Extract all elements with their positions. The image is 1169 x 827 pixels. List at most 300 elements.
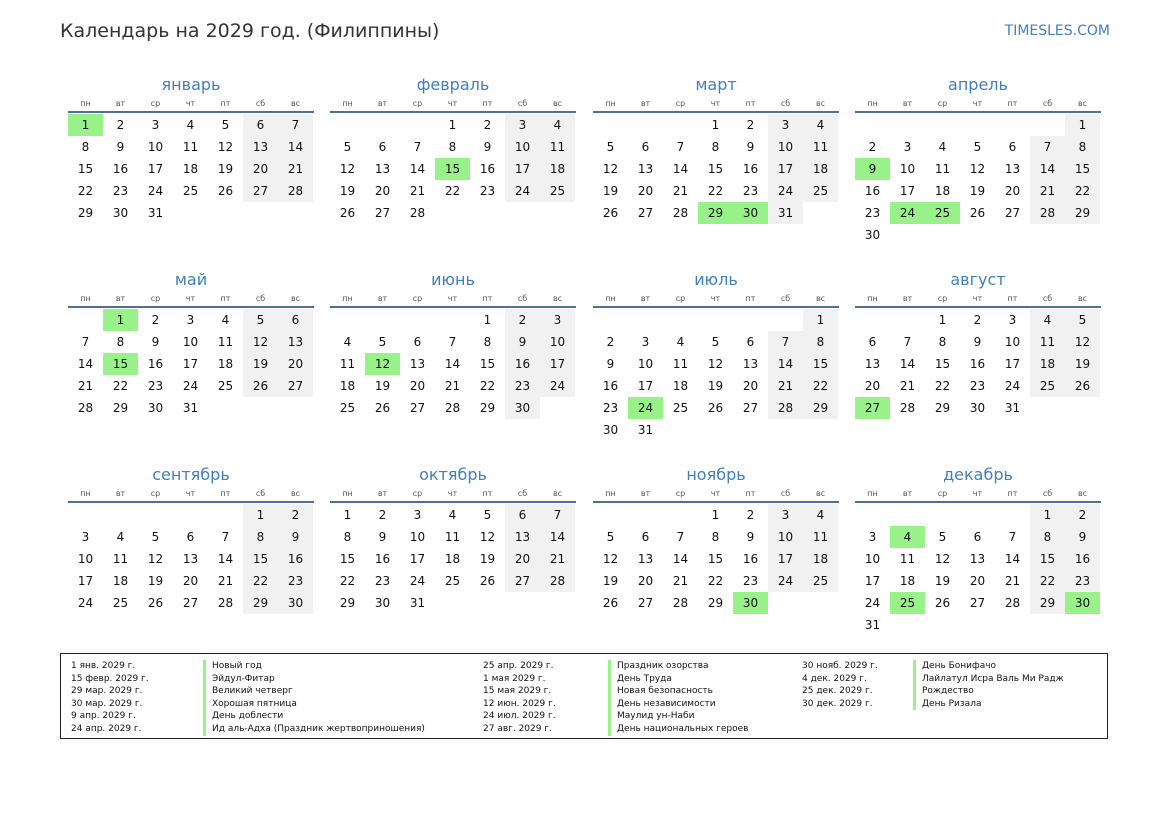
day-cell: 5 [343, 140, 352, 154]
day-cell: 5 [221, 118, 230, 132]
legend-holiday-name: Новая безопасность [608, 685, 748, 698]
day-cell: 13 [182, 552, 199, 566]
legend-date: 29 мар. 2029 г. [71, 686, 143, 697]
weekday-label: пн [342, 294, 353, 303]
day-cell: 28 [1004, 596, 1021, 610]
day-cell: 21 [899, 379, 916, 393]
weekday-label: ср [937, 489, 948, 498]
day-cell: 12 [217, 140, 234, 154]
day-cell: 17 [768, 158, 803, 180]
day-cell: 21 [672, 184, 689, 198]
weekday-label: вс [1077, 99, 1088, 108]
day-cell: 28 [77, 401, 94, 415]
day-cell: 25 [217, 379, 234, 393]
empty-cell [663, 504, 698, 526]
weekday-label: чт [447, 99, 458, 108]
weekday-label: вс [290, 294, 301, 303]
day-cell: 26 [602, 596, 619, 610]
weekday-label: пт [1007, 294, 1018, 303]
weekday-label: пт [745, 489, 756, 498]
weekday-label: вс [1077, 294, 1088, 303]
legend-holiday-name: День национальных героев [608, 723, 748, 736]
day-cell: 20 [637, 184, 654, 198]
weekday-label: ср [937, 294, 948, 303]
day-cell: 29 [1030, 592, 1065, 614]
day-cell: 7 [768, 331, 803, 353]
day-cell: 19 [339, 184, 356, 198]
day-cell: 5 [151, 530, 160, 544]
day-cell: 20 [409, 379, 426, 393]
day-cell: 15 [803, 353, 838, 375]
day-cell: 19 [479, 552, 496, 566]
day-cell: 8 [483, 335, 492, 349]
day-grid [68, 114, 314, 224]
day-cell: 27 [637, 206, 654, 220]
day-cell: 14 [217, 552, 234, 566]
day-cell: 7 [221, 530, 230, 544]
day-cell: 14 [899, 357, 916, 371]
weekday-header [855, 487, 1101, 503]
day-cell: 16 [505, 353, 540, 375]
day-cell: 6 [378, 140, 387, 154]
legend-holiday-name: День доблести [203, 710, 425, 723]
month-name: июнь [431, 270, 475, 289]
day-cell: 7 [81, 335, 90, 349]
day-cell: 27 [969, 596, 986, 610]
day-cell: 28 [409, 206, 426, 220]
empty-cell [855, 309, 890, 331]
day-cell: 13 [505, 526, 540, 548]
legend-holiday-name: День Труда [608, 673, 748, 686]
day-cell: 23 [112, 184, 129, 198]
weekday-header [593, 97, 839, 113]
day-cell: 2 [1065, 504, 1100, 526]
day-cell: 16 [864, 184, 881, 198]
day-cell: 22 [1030, 570, 1065, 592]
day-cell: 13 [374, 162, 391, 176]
weekday-label: сб [1042, 99, 1053, 108]
day-cell: 9 [116, 140, 125, 154]
day-cell: 27 [742, 401, 759, 415]
day-cell: 22 [1065, 180, 1100, 202]
day-cell: 28 [444, 401, 461, 415]
day-cell: 26 [969, 206, 986, 220]
day-cell: 23 [1065, 570, 1100, 592]
day-cell: 11 [1030, 331, 1065, 353]
day-cell: 17 [147, 162, 164, 176]
day-cell: 4 [186, 118, 195, 132]
day-cell: 4 [221, 313, 230, 327]
day-cell: 20 [1004, 184, 1021, 198]
weekday-label: чт [972, 294, 983, 303]
day-cell: 23 [602, 401, 619, 415]
day-cell: 12 [602, 552, 619, 566]
day-cell: 8 [343, 530, 352, 544]
holiday-day-cell: 24 [628, 397, 663, 419]
weekday-label: вт [902, 489, 913, 498]
empty-cell [1030, 114, 1065, 136]
day-cell: 13 [409, 357, 426, 371]
day-cell: 26 [217, 184, 234, 198]
empty-cell [593, 504, 628, 526]
day-cell: 31 [637, 423, 654, 437]
day-cell: 22 [707, 574, 724, 588]
day-cell: 25 [1030, 375, 1065, 397]
day-cell: 3 [151, 118, 160, 132]
weekday-label: пн [80, 294, 91, 303]
day-cell: 1 [711, 508, 720, 522]
day-cell: 17 [505, 158, 540, 180]
weekday-label: вс [815, 99, 826, 108]
day-grid [330, 504, 576, 614]
weekday-label: сб [1042, 294, 1053, 303]
day-cell: 20 [742, 379, 759, 393]
day-cell: 29 [1065, 202, 1100, 224]
day-cell: 6 [1008, 140, 1017, 154]
day-cell: 9 [378, 530, 387, 544]
holiday-day-cell: 30 [733, 592, 768, 614]
day-cell: 6 [746, 335, 755, 349]
day-cell: 3 [505, 114, 540, 136]
weekday-header [593, 487, 839, 503]
day-cell: 20 [637, 574, 654, 588]
day-cell: 1 [343, 508, 352, 522]
page-title: Календарь на 2029 год. (Филиппины) [60, 20, 440, 42]
holiday-legend [60, 653, 1108, 739]
weekday-label: сб [780, 99, 791, 108]
day-cell: 3 [641, 335, 650, 349]
day-cell: 25 [803, 570, 838, 592]
legend-dates-column [483, 660, 556, 736]
day-cell: 30 [602, 423, 619, 437]
weekday-label: ср [937, 99, 948, 108]
day-cell: 18 [899, 574, 916, 588]
day-cell: 29 [243, 592, 278, 614]
day-cell: 22 [707, 184, 724, 198]
legend-date: 30 дек. 2029 г. [802, 698, 873, 709]
weekday-label: пн [342, 489, 353, 498]
day-cell: 19 [147, 574, 164, 588]
day-cell: 10 [768, 136, 803, 158]
day-cell: 21 [409, 184, 426, 198]
day-cell: 10 [77, 552, 94, 566]
day-cell: 13 [243, 136, 278, 158]
day-cell: 19 [707, 379, 724, 393]
day-cell: 8 [1030, 526, 1065, 548]
holiday-day-cell: 25 [890, 592, 925, 614]
day-cell: 28 [899, 401, 916, 415]
legend-date: 27 авг. 2029 г. [483, 723, 552, 734]
day-cell: 17 [409, 552, 426, 566]
day-cell: 9 [973, 335, 982, 349]
day-cell: 21 [217, 574, 234, 588]
weekday-label: вт [640, 99, 651, 108]
day-grid [68, 504, 314, 614]
weekday-label: вт [115, 99, 126, 108]
day-cell: 17 [637, 379, 654, 393]
empty-cell [103, 504, 138, 526]
day-cell: 29 [934, 401, 951, 415]
day-cell: 5 [711, 335, 720, 349]
day-cell: 19 [934, 574, 951, 588]
day-cell: 13 [969, 552, 986, 566]
day-cell: 2 [746, 118, 755, 132]
day-cell: 14 [444, 357, 461, 371]
day-cell: 24 [1004, 379, 1021, 393]
month-10 [330, 463, 576, 614]
day-cell: 29 [77, 206, 94, 220]
day-cell: 9 [278, 526, 313, 548]
weekday-label: вс [552, 99, 563, 108]
day-cell: 15 [707, 162, 724, 176]
day-cell: 17 [864, 574, 881, 588]
day-cell: 15 [479, 357, 496, 371]
weekday-label: вт [902, 99, 913, 108]
day-cell: 25 [540, 180, 575, 202]
weekday-label: вс [815, 489, 826, 498]
month-8 [855, 268, 1101, 419]
day-cell: 3 [903, 140, 912, 154]
day-cell: 7 [903, 335, 912, 349]
weekday-label: ср [150, 99, 161, 108]
day-cell: 18 [672, 379, 689, 393]
empty-cell [628, 309, 663, 331]
empty-cell [698, 309, 733, 331]
month-9 [68, 463, 314, 614]
day-cell: 1 [448, 118, 457, 132]
day-cell: 11 [182, 140, 199, 154]
day-cell: 3 [186, 313, 195, 327]
legend-holiday-name: Праздник озорства [608, 660, 748, 673]
day-cell: 25 [672, 401, 689, 415]
weekday-header [593, 292, 839, 308]
legend-holiday-name: Маулид ун-Наби [608, 710, 748, 723]
day-cell: 21 [77, 379, 94, 393]
weekday-header [855, 97, 1101, 113]
holiday-day-cell: 27 [855, 397, 890, 419]
day-cell: 9 [746, 140, 755, 154]
legend-date: 24 июл. 2029 г. [483, 711, 556, 722]
day-cell: 5 [378, 335, 387, 349]
day-cell: 11 [217, 335, 234, 349]
brand-link[interactable]: TIMESLES.COM [1004, 23, 1110, 39]
weekday-label: сб [255, 99, 266, 108]
holiday-day-cell: 30 [733, 202, 768, 224]
weekday-label: вс [290, 99, 301, 108]
day-cell: 29 [479, 401, 496, 415]
day-cell: 19 [969, 184, 986, 198]
day-cell: 10 [637, 357, 654, 371]
empty-cell [68, 309, 103, 331]
day-cell: 25 [444, 574, 461, 588]
empty-cell [365, 114, 400, 136]
day-cell: 5 [483, 508, 492, 522]
day-cell: 29 [803, 397, 838, 419]
weekday-label: чт [185, 294, 196, 303]
day-cell: 1 [803, 309, 838, 331]
day-cell: 7 [278, 114, 313, 136]
day-cell: 16 [112, 162, 129, 176]
legend-holiday-name: Лайлатул Исра Валь Ми Радж [913, 673, 1064, 686]
day-cell: 24 [505, 180, 540, 202]
weekday-label: вс [815, 294, 826, 303]
day-cell: 21 [1030, 180, 1065, 202]
day-cell: 21 [768, 375, 803, 397]
weekday-label: пн [342, 99, 353, 108]
day-cell: 15 [339, 552, 356, 566]
weekday-label: ср [412, 489, 423, 498]
weekday-header [855, 292, 1101, 308]
day-cell: 6 [186, 530, 195, 544]
holiday-day-cell: 1 [103, 309, 138, 331]
day-cell: 18 [1030, 353, 1065, 375]
month-name: февраль [416, 75, 490, 94]
weekday-header [330, 97, 576, 113]
day-grid [855, 114, 1101, 246]
legend-date: 30 нояб. 2029 г. [802, 661, 878, 671]
day-cell: 5 [938, 530, 947, 544]
weekday-label: вт [902, 294, 913, 303]
day-cell: 26 [339, 206, 356, 220]
empty-cell [138, 504, 173, 526]
day-cell: 19 [602, 184, 619, 198]
day-cell: 13 [1004, 162, 1021, 176]
day-cell: 26 [1065, 375, 1100, 397]
day-cell: 19 [1065, 353, 1100, 375]
weekday-label: вт [115, 489, 126, 498]
day-grid [593, 114, 839, 224]
legend-date: 30 мар. 2029 г. [71, 698, 143, 709]
day-cell: 14 [278, 136, 313, 158]
day-cell: 24 [147, 184, 164, 198]
weekday-label: ср [675, 294, 686, 303]
legend-date: 9 апр. 2029 г. [71, 711, 136, 722]
empty-cell [890, 504, 925, 526]
day-cell: 23 [147, 379, 164, 393]
day-cell: 17 [899, 184, 916, 198]
day-cell: 4 [938, 140, 947, 154]
empty-cell [663, 114, 698, 136]
day-cell: 14 [1030, 158, 1065, 180]
day-cell: 10 [182, 335, 199, 349]
day-cell: 16 [479, 162, 496, 176]
day-cell: 1 [1030, 504, 1065, 526]
weekday-label: ср [412, 99, 423, 108]
weekday-label: сб [517, 294, 528, 303]
legend-date: 15 февр. 2029 г. [71, 673, 149, 684]
day-cell: 24 [182, 379, 199, 393]
day-cell: 31 [864, 618, 881, 632]
day-cell: 8 [711, 140, 720, 154]
day-cell: 10 [409, 530, 426, 544]
day-cell: 8 [938, 335, 947, 349]
legend-holiday-name: Рождество [913, 685, 1064, 698]
day-cell: 21 [278, 158, 313, 180]
day-cell: 22 [803, 375, 838, 397]
day-cell: 23 [742, 574, 759, 588]
day-cell: 13 [864, 357, 881, 371]
day-cell: 30 [864, 228, 881, 242]
day-cell: 6 [641, 530, 650, 544]
day-cell: 30 [112, 206, 129, 220]
day-cell: 5 [606, 140, 615, 154]
legend-holiday-name: Ид аль-Адха (Праздник жертвоприношения) [203, 723, 425, 736]
day-cell: 11 [672, 357, 689, 371]
day-cell: 23 [969, 379, 986, 393]
day-cell: 26 [243, 375, 278, 397]
day-cell: 16 [742, 162, 759, 176]
month-1 [68, 73, 314, 224]
day-cell: 30 [505, 397, 540, 419]
day-cell: 15 [243, 548, 278, 570]
weekday-label: сб [780, 294, 791, 303]
empty-cell [435, 309, 470, 331]
weekday-label: вс [1077, 489, 1088, 498]
day-cell: 17 [540, 353, 575, 375]
day-cell: 23 [864, 206, 881, 220]
day-cell: 24 [77, 596, 94, 610]
day-cell: 24 [540, 375, 575, 397]
month-name: май [174, 270, 208, 289]
day-cell: 18 [217, 357, 234, 371]
day-cell: 16 [374, 552, 391, 566]
day-cell: 1 [711, 118, 720, 132]
day-cell: 14 [77, 357, 94, 371]
day-cell: 28 [1030, 202, 1065, 224]
day-cell: 13 [637, 552, 654, 566]
day-cell: 26 [147, 596, 164, 610]
day-cell: 16 [147, 357, 164, 371]
legend-date: 25 апр. 2029 г. [483, 661, 554, 671]
month-name: август [950, 270, 1006, 289]
month-name: март [695, 75, 737, 94]
empty-cell [593, 114, 628, 136]
weekday-header [68, 487, 314, 503]
day-cell: 31 [768, 202, 803, 224]
weekday-label: вт [640, 489, 651, 498]
day-cell: 2 [606, 335, 615, 349]
weekday-label: сб [517, 99, 528, 108]
day-cell: 8 [243, 526, 278, 548]
day-cell: 17 [182, 357, 199, 371]
day-cell: 11 [899, 552, 916, 566]
empty-cell [663, 309, 698, 331]
legend-names-column [913, 660, 1064, 710]
weekday-label: пт [745, 99, 756, 108]
day-cell: 5 [606, 530, 615, 544]
day-grid [330, 114, 576, 224]
day-cell: 2 [278, 504, 313, 526]
legend-date: 15 мая 2029 г. [483, 686, 552, 697]
day-cell: 24 [768, 570, 803, 592]
holiday-day-cell: 30 [1065, 592, 1100, 614]
empty-cell [925, 504, 960, 526]
day-cell: 8 [448, 140, 457, 154]
day-cell: 16 [969, 357, 986, 371]
day-cell: 12 [243, 331, 278, 353]
day-cell: 29 [339, 596, 356, 610]
legend-date: 24 апр. 2029 г. [71, 723, 142, 734]
day-cell: 10 [147, 140, 164, 154]
day-cell: 24 [409, 574, 426, 588]
day-cell: 5 [973, 140, 982, 154]
weekday-label: сб [780, 489, 791, 498]
weekday-label: пт [482, 99, 493, 108]
month-3 [593, 73, 839, 224]
empty-cell [890, 114, 925, 136]
day-cell: 19 [217, 162, 234, 176]
day-cell: 27 [505, 570, 540, 592]
